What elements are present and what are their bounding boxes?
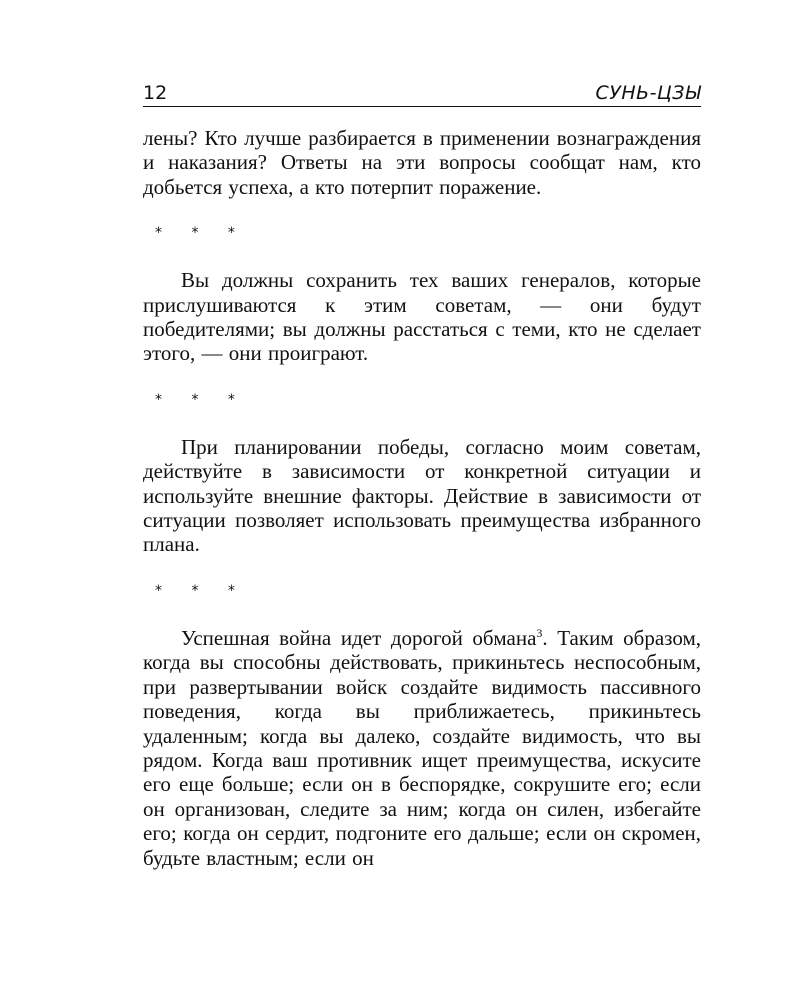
paragraph-text-before: Успешная война идет дорогой обмана xyxy=(181,625,537,650)
section-separator: * * * xyxy=(155,391,247,408)
paragraph-with-footnote xyxy=(143,626,701,870)
paragraph-continuation: лены? Кто лучше разбирается в применении вознаграждения и наказания? Ответы на эти вопросы сообщат нам, кто добьется успеха, а кто потерпит поражение. xyxy=(143,126,701,199)
paragraph: Вы должны сохранить тех ваших генералов, которые прислушиваются к этим советам, — они будут победителями; вы должны расстаться с теми, кто не сделает этого, — они проиграют. xyxy=(143,268,701,366)
paragraph: При планировании победы, согласно моим советам, действуйте в зависимости от конкретной ситуации и используйте внешние факторы. Действие в зависимости от ситуации позволяет использовать преимущества избранного плана. xyxy=(143,434,701,557)
paragraph-text-after: . Таким образом, когда вы способны действовать, прикиньтесь неспособным, при развертывании войск создайте видимость пассивного поведения, когда вы приближаетесь, прикиньтесь удаленным; когда вы далеко, создайте видимость, что вы рядом. Когда ваш противник ищет преимущества, искусите его еще больше; если он в беспорядке, сокрушите его; если он организован, следите за ним; когда он силен, избегайте его; когда он сердит, подгоните его дальше; если он скромен, будьте властным; если он xyxy=(143,625,701,870)
section-separator: * * * xyxy=(155,582,247,599)
running-title: СУНЬ-ЦЗЫ xyxy=(595,82,701,104)
book-page xyxy=(143,78,701,870)
running-head xyxy=(143,78,701,107)
page-number: 12 xyxy=(143,82,168,104)
section-separator: * * * xyxy=(155,225,247,242)
footnote-marker[interactable]: 3 xyxy=(536,625,543,640)
body-text xyxy=(143,126,701,870)
